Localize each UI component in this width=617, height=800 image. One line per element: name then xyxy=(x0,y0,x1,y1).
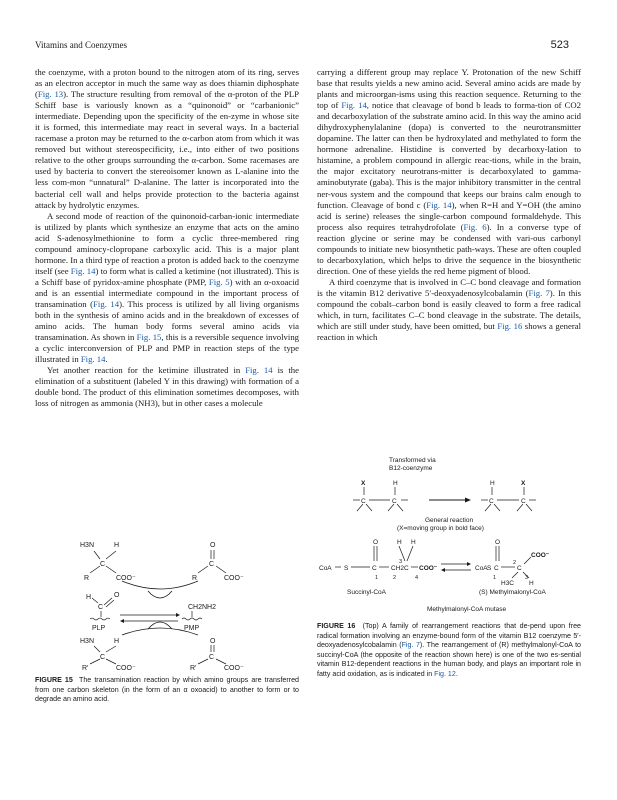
fig15-o-ald: O xyxy=(114,592,120,599)
fig15-o-1: O xyxy=(210,542,216,549)
fig16-mutase-label: Methylmalonyl-CoA mutase xyxy=(427,606,507,613)
fig15-h-2: H xyxy=(114,638,120,645)
text-run: carrying a different group may replace Y. Protonation of the new Schiff base that results yields a new amino acid. Several amino acids are made by plants and microorgan-isms using this reaction sequence. Returning to the top of xyxy=(317,67,581,111)
fig16-h-3: H xyxy=(397,539,402,546)
fig15-o-2: O xyxy=(210,638,216,645)
fig16-ch2: CH2 xyxy=(391,565,405,572)
figure-reference-link[interactable]: Fig. 16 xyxy=(497,321,523,332)
figure-16-caption-text: (Top) A family of rearrangement reactions that de-pend upon free radical formation involving an enzyme-bound form of the vitamin B12 coenzyme 5′-deoxyadenosylcobalamin ( xyxy=(317,622,581,650)
fig15-r-2: R xyxy=(192,575,198,582)
text-run: ). This process is utilized by all living organisms both in the synthesis of amino acids and in the breakdown of excesses of amino acids. The human body forms several amino acids via transamination. As shown in xyxy=(35,298,299,343)
fig16-num-1: 1 xyxy=(375,575,379,581)
fig15-c-4: C xyxy=(209,654,215,661)
text-run: Yet another reaction for the ketimine illustrated in xyxy=(47,365,246,376)
text-run: ) with an α-oxoacid and is an essential intermediate compound in the important process of transamination ( xyxy=(35,276,300,309)
fig16-h-1: H xyxy=(393,480,398,487)
fig16-top-line-1: Transformed via xyxy=(389,457,436,464)
left-column xyxy=(35,67,299,409)
figure-16-caption xyxy=(317,622,581,680)
text-run: , this is a reversible sequence involving a cyclic interconversion of PLP and PMP in reaction steps of the type illustrated in xyxy=(35,332,300,365)
text-run: A second mode of reaction of the quinonoid-carban-ionic intermediate is utilized by plants which synthesize an enzyme that acts on the amino acid S-adenosylmethionine to form a cyclic three-membered ring compound aminocy-clopropane carboxylic acid. This is a major plant hormone. In a third type of reaction a proton is added back to the coenzyme itself (see xyxy=(35,210,299,276)
fig16-c-d: C xyxy=(521,498,526,505)
fig16-h3c: H3C xyxy=(501,580,515,587)
fig16-num-2: 2 xyxy=(393,575,397,581)
fig15-c-3: C xyxy=(100,654,106,661)
fig16-general-2: (X=moving group in bold face) xyxy=(397,525,484,532)
fig16-s-1: S xyxy=(344,565,349,572)
fig15-coo-2: COO⁻ xyxy=(224,575,244,582)
fig15-h-ald: H xyxy=(86,594,92,601)
text-run: ), when R=H and Y=OH (the amino acid is serine) releases the single-carbon compound formaldehyde. This process also requires tetrahydrofolate ( xyxy=(317,199,581,232)
figure-reference-link[interactable]: Fig. 14 xyxy=(245,365,273,376)
fig16-o-2: O xyxy=(495,539,501,546)
figure-16-diagram xyxy=(317,453,583,619)
figure-16-caption-link-fig12[interactable]: Fig. 12 xyxy=(434,669,456,678)
fig16-methylmalonyl-label: (S) Methylmalonyl-CoA xyxy=(479,589,546,596)
fig15-coo-4: COO⁻ xyxy=(224,665,244,672)
fig16-c-8: C xyxy=(517,565,522,572)
fig16-c-a: C xyxy=(361,498,366,505)
fig15-c-ald: C xyxy=(98,604,104,611)
fig16-general-1: General reaction xyxy=(425,517,474,524)
text-run: ). In this compound the cobalt–carbon bond is easily cleaved to form a free radical which, in turn, facilitates C–C bond cleavage in the substrate. The details, which are still under study, have been omitted, but xyxy=(317,287,581,332)
figure-reference-link[interactable]: Fig. 14 xyxy=(80,354,106,365)
figure-15-label: FIGURE 15 xyxy=(35,676,73,684)
page-number: 523 xyxy=(550,39,569,51)
left-paragraph-3 xyxy=(35,365,299,409)
figure-reference-link[interactable]: Fig. 14 xyxy=(341,100,367,111)
fig16-num-3b: 3 xyxy=(525,575,529,581)
fig15-ch2nh2: CH2NH2 xyxy=(188,604,217,611)
fig15-h3n-2: H3N xyxy=(80,638,95,645)
text-run: is the elimination of a substituent (labeled Y in this drawing) with formation of a double bond. The product of this elimination sometimes decomposes, with loss of nitrogen as ammonia (NH3), but in other cases a molecule xyxy=(35,365,299,409)
figure-reference-link[interactable]: Fig. 5 xyxy=(208,276,230,287)
right-column xyxy=(317,67,581,343)
fig16-c-5: C xyxy=(372,565,377,572)
fig16-top-line-2: B12-coenzyme xyxy=(389,465,433,472)
left-paragraph-1 xyxy=(35,67,299,211)
figure-reference-link[interactable]: Fig. 14 xyxy=(93,298,120,309)
text-run: , notice that cleavage of bond b leads to forma-tion of CO2 and decarboxylation of the substrate amino acid. In this way the amino acid dihydroxyphenylalanine (dopa) is converted to the neurotransmitter dopamine. The latter can then be hydroxylated and methylated to form the hormone adrenaline. Histidine is converted by decarboxy-lation to histamine, a problem compound in allergic reac-tions, while in the brain, the major excitatory neurotrans-mitter is decarboxylated to gamma-aminobutyrate (gaba). This is the major inhibitory transmitter in the central ner-vous system and the compound that keeps our brains calm enough to function. Cleavage of bond c ( xyxy=(317,100,581,210)
figure-16-caption-text-2: ). The rearrangement of (R) methylmalonyl-CoA to succinyl-CoA (the opposite of the reaction shown here) is one of the two es-sential vitamin B12-dependent reactions in the human body, and plays an important role in fatty acid oxidation, as is indicated in xyxy=(317,641,581,678)
figure-16-caption-link-fig7[interactable]: Fig. 7 xyxy=(401,641,420,650)
fig15-h-1: H xyxy=(114,542,120,549)
text-run: ). The structure resulting from removal of the α-proton of the PLP Schiff base is variously known as a “quinonoid” or “carbanionic” intermediate. Depending upon the specificity of the en-zyme in whose site it is formed, this intermediate may react in several ways. In a bacterial racemase a proton may be returned to the α-carbon atom from which it was removed but without stereospecificity, i.e., into either of two positions relative to the other groups surrounding the α-carbon. Some racemases are used by bacteria to convert the stereoisomer known as L-alanine into the less com-mon “unnatural” D-alanine. The latter is incorporated into the bacterial cell wall and helps provide protection to the bacteria against attack by hydrolytic enzymes. xyxy=(35,89,300,210)
fig16-num-3: 3 xyxy=(399,559,403,565)
figure-15-diagram xyxy=(60,535,310,672)
fig16-h-2: H xyxy=(490,480,495,487)
text-run: . xyxy=(105,354,108,365)
fig15-c-2: C xyxy=(209,561,215,568)
fig15-coo-1: COO⁻ xyxy=(116,575,136,582)
fig16-s-2: S xyxy=(487,565,492,572)
fig16-h-4: H xyxy=(411,539,416,546)
figure-reference-link[interactable]: Fig. 6 xyxy=(463,221,487,232)
fig15-pmp: PMP xyxy=(184,625,200,632)
text-run: ) to form what is called a ketimine (not illustrated). This is a Schiff base of pyridox-amine phosphate (PMP, xyxy=(35,265,299,287)
fig15-coo-3: COO⁻ xyxy=(116,665,136,672)
fig15-h3n-1: H3N xyxy=(80,542,95,549)
text-run: shows a general reaction in which xyxy=(317,321,581,343)
fig16-num-2b: 2 xyxy=(513,560,517,566)
fig16-c-b: C xyxy=(392,498,397,505)
fig16-succinyl-label: Succinyl-CoA xyxy=(347,589,387,596)
fig15-r-1: R xyxy=(84,575,90,582)
fig16-coa-2: CoA xyxy=(475,565,488,572)
figure-reference-link[interactable]: Fig. 15 xyxy=(136,332,162,343)
fig16-c-6: C xyxy=(404,565,409,572)
text-run: the coenzyme, with a proton bound to the nitrogen atom of its ring, serves as an electron acceptor in much the same way as does thiamin diphosphate ( xyxy=(35,67,299,100)
figure-reference-link[interactable]: Fig. 7 xyxy=(528,287,550,298)
right-paragraph-1 xyxy=(317,67,581,277)
left-paragraph-2 xyxy=(35,211,299,366)
figure-16-caption-end: . xyxy=(455,669,458,678)
fig16-x-2: X xyxy=(521,480,526,487)
fig16-c-7: C xyxy=(494,565,499,572)
running-title: Vitamins and Coenzymes xyxy=(35,40,127,50)
figure-16-label: FIGURE 16 xyxy=(317,622,356,630)
figure-reference-link[interactable]: Fig. 14 xyxy=(426,199,452,210)
fig15-c-1: C xyxy=(100,561,106,568)
fig15-r-3: R′ xyxy=(82,665,89,672)
figure-15-caption xyxy=(35,676,299,705)
fig15-r-4: R′ xyxy=(190,665,197,672)
fig16-coo-5: COO⁻ xyxy=(419,565,438,572)
fig15-plp: PLP xyxy=(92,625,106,632)
fig16-num-4: 4 xyxy=(415,575,419,581)
text-run: A third coenzyme that is involved in C–C bond cleavage and formation is the vitamin B12 derivative 5′-deoxyadenosylcobalamin ( xyxy=(317,276,581,298)
fig16-coa-1: CoA xyxy=(319,565,332,572)
fig16-c-c: C xyxy=(489,498,494,505)
figure-reference-link[interactable]: Fig. 13 xyxy=(37,89,64,100)
figure-15-caption-text: The transamination reaction by which amino groups are transferred from one carbon skeleton (in the form of an α oxoacid) to another to form or to degrade an amino acid. xyxy=(35,676,299,704)
fig16-h-5: H xyxy=(529,580,534,587)
fig16-o-1: O xyxy=(373,539,379,546)
text-run: ). In a converse type of reaction glycine or serine may be condensed with vari-ous carbonyl compounds to initiate new biosynthetic path-ways. These are often coupled to decarboxylation, which helps to drive the sequence in the biosynthetic direction. One of these yields the red heme pigment of blood. xyxy=(317,221,581,276)
right-paragraph-2 xyxy=(317,277,581,343)
fig16-x-1: X xyxy=(361,480,366,487)
fig16-num-1b: 1 xyxy=(493,575,497,581)
fig16-coo-6: COO⁻ xyxy=(531,552,550,559)
figure-reference-link[interactable]: Fig. 14 xyxy=(70,265,96,276)
